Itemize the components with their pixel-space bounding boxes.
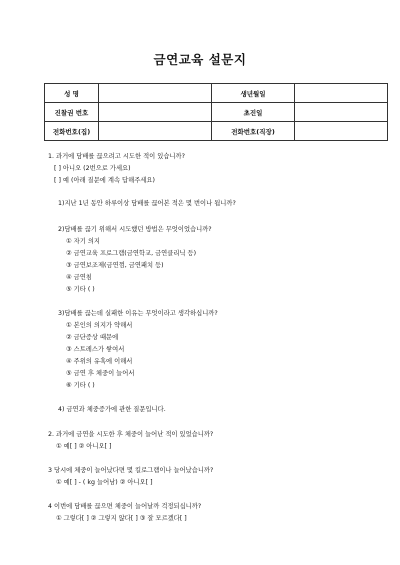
q1-sub2-option[interactable]: ① 자기 의지 (66, 238, 100, 245)
home-phone-field[interactable] (99, 122, 212, 141)
q1-sub-question-3: 3)담배를 끊는데 실패한 이유는 무엇이라고 생각하십니까? (58, 310, 218, 317)
q1-sub-question-4: 4) 금연과 체중증가에 관한 질문입니다. (58, 406, 166, 413)
q2-options[interactable]: ① 예[ ] ② 아니오[ ] (56, 443, 112, 450)
q1-sub3-option[interactable]: ⑥ 기타 ( ) (66, 382, 95, 389)
q1-sub3-option[interactable]: ① 본인의 의지가 약해서 (66, 322, 133, 329)
first-visit-field[interactable] (295, 103, 388, 122)
birth-date-field[interactable] (295, 84, 388, 103)
name-label: 성 명 (45, 84, 99, 103)
q1-sub2-option[interactable]: ③ 금연보조제(금연껌, 금연패치 등) (66, 262, 164, 269)
document-title: 금연교육 설문지 (153, 52, 247, 67)
q1-option-yes[interactable]: [ ] 예 (아래 질문에 계속 답해주세요) (54, 177, 155, 184)
home-phone-label: 전화번호(집) (45, 122, 99, 141)
q4-options[interactable]: ① 그렇다[ ] ② 그렇지 않다[ ] ③ 잘 모르겠다[ ] (56, 515, 187, 522)
patient-number-field[interactable] (99, 103, 212, 122)
question-4: 4 이번에 담배를 끊으면 체중이 늘어날까 걱정되십니까? (48, 503, 202, 510)
work-phone-field[interactable] (295, 122, 388, 141)
q1-option-no[interactable]: [ ] 아니오 (2번으로 가세요) (54, 165, 131, 172)
q1-sub3-option[interactable]: ④ 주위의 유혹에 이해서 (66, 358, 133, 365)
question-3: 3 당시에 체중이 늘어났다면 몇 킬로그램이나 늘어났습니까? (48, 467, 214, 474)
q1-sub2-option[interactable]: ② 금연교육 프로그램(금연학교, 금연클리닉 등) (66, 250, 197, 257)
q1-sub2-option[interactable]: ⑤ 기타 ( ) (66, 286, 95, 293)
q1-sub-question-1: 1)지난 1년 동안 하루이상 담배를 끊어본 적은 몇 번이나 됩니까? (58, 200, 236, 207)
q3-options[interactable]: ① 예[ ] - ( kg 늘어남) ② 아니오[ ] (56, 479, 153, 486)
q1-sub3-option[interactable]: ③ 스트레스가 쌓여서 (66, 346, 125, 353)
q1-sub3-option[interactable]: ⑤ 금연 후 체중이 늘어서 (66, 370, 135, 377)
q1-sub3-option[interactable]: ② 금단증상 때문에 (66, 334, 119, 341)
q1-sub2-option[interactable]: ④ 금연침 (66, 274, 92, 281)
patient-number-label: 진찰권 번호 (45, 103, 99, 122)
name-field[interactable] (99, 84, 212, 103)
birth-date-label: 생년월일 (212, 84, 295, 103)
question-1: 1. 과거에 담배를 끊으려고 시도한 적이 있습니까? (48, 153, 185, 160)
q1-sub-question-2: 2)담배를 끊기 위해서 시도했던 방법은 무엇이었습니까? (58, 226, 212, 233)
respondent-info-table (44, 83, 388, 141)
question-2: 2. 과거에 금연을 시도한 후 체중이 늘어난 적이 있었습니까? (48, 431, 214, 438)
first-visit-label: 초진일 (212, 103, 295, 122)
work-phone-label: 전화번호(직장) (212, 122, 295, 141)
